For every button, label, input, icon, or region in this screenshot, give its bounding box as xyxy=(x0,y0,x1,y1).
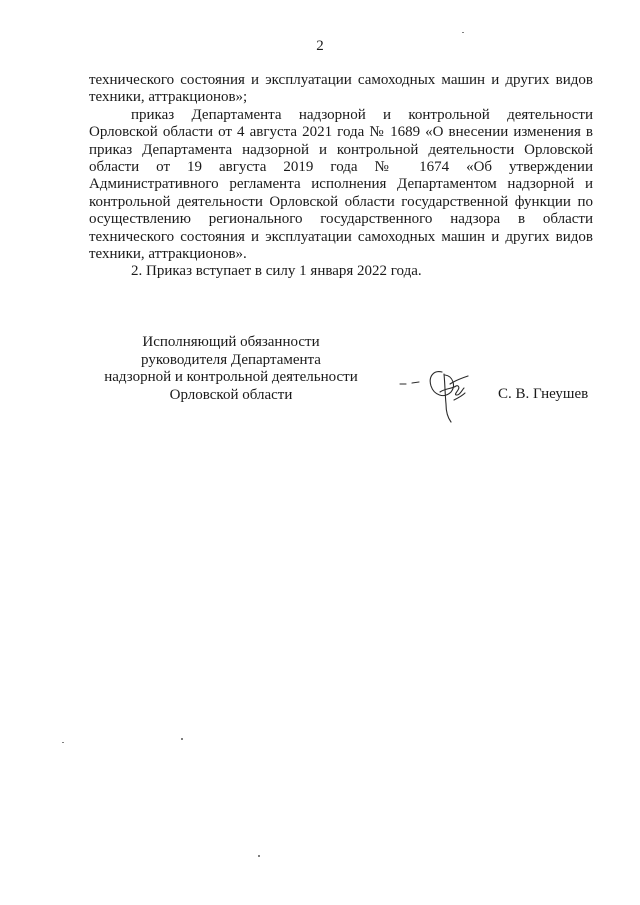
position-line-1: Исполняющий обязанности xyxy=(142,334,320,350)
paragraph-order-reference: приказ Департамента надзорной и контрольной деятельности Орловской области от 4 августа 2021 года № 1689 «О внесении изменения в приказ Департамента надзорной и контрольной деятельности Орловской области от 19 августа 2019 года № 1674 «Об утверждении Административного регламента исполнения Департаментом надзорной и контрольной деятельности Орловской области государственной функции по осуществлению регионального государственного надзора в области технического состояния и эксплуатации самоходных машин и других видов техники, аттракционов». xyxy=(89,106,593,263)
scan-speck xyxy=(62,742,64,743)
scan-speck xyxy=(462,32,464,33)
document-body xyxy=(89,72,593,281)
paragraph-continuation: технического состояния и эксплуатации самоходных машин и других видов техники, аттракционов»; xyxy=(89,72,593,106)
position-line-2: руководителя Департамента xyxy=(141,351,321,368)
page-number: 2 xyxy=(316,38,324,54)
scan-speck xyxy=(258,855,260,857)
signatory-position xyxy=(96,334,366,404)
scan-speck xyxy=(181,738,183,740)
paragraph-effective-date: 2. Приказ вступает в силу 1 января 2022 года. xyxy=(131,263,422,280)
position-line-4: Орловской области xyxy=(169,386,293,403)
handwritten-signature xyxy=(398,362,498,426)
signer-name: С. В. Гнеушев xyxy=(498,386,589,402)
position-line-3: надзорной и контрольной деятельности xyxy=(104,369,358,385)
